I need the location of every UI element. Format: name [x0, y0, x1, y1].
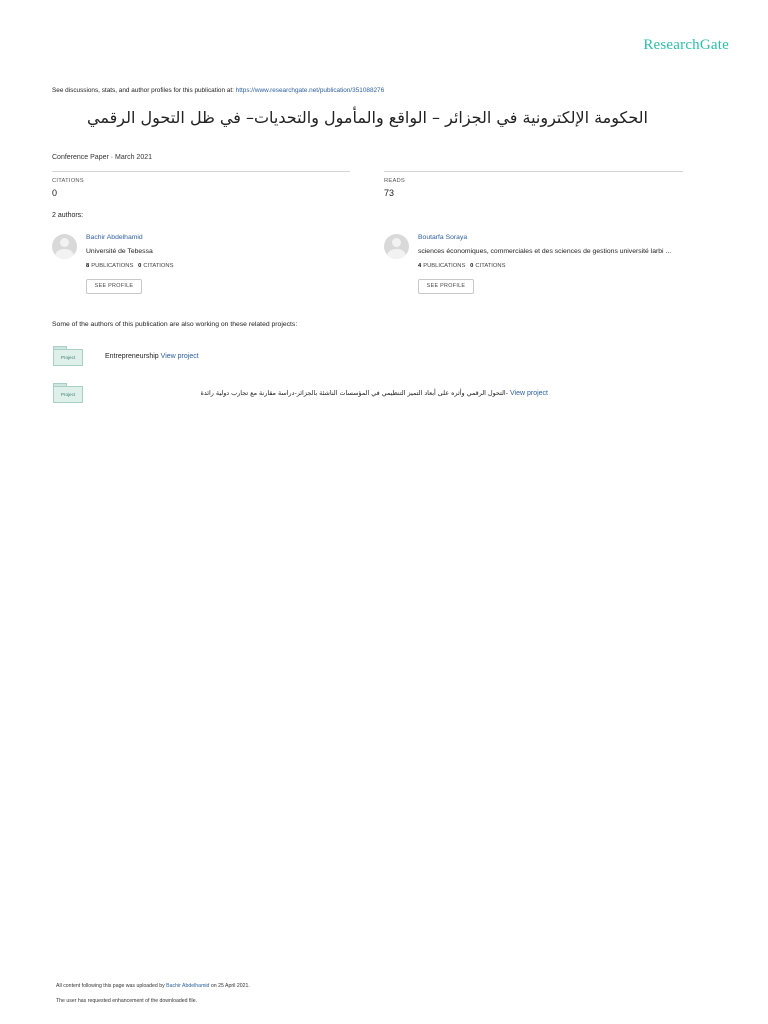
see-discussions-line	[52, 87, 384, 94]
author-avatar[interactable]	[52, 234, 77, 259]
see-profile-button[interactable]: SEE PROFILE	[86, 279, 142, 294]
publications-count: 4	[418, 263, 422, 269]
author-citations-label: CITATIONS	[475, 263, 506, 269]
reads-label: READS	[384, 178, 405, 184]
project-icon-label: Project	[53, 386, 83, 403]
see-discussions-text: See discussions, stats, and author profiles for this publication at:	[52, 87, 236, 94]
author-citations-label: CITATIONS	[143, 263, 174, 269]
author-avatar[interactable]	[384, 234, 409, 259]
project-item	[105, 389, 548, 397]
project-item	[105, 353, 199, 360]
see-profile-button[interactable]: SEE PROFILE	[418, 279, 474, 294]
view-project-link[interactable]: View project	[160, 353, 199, 360]
project-folder-icon	[53, 383, 83, 403]
citations-count: 0	[52, 188, 58, 198]
author-citations-count: 0	[138, 263, 142, 269]
project-title: Entrepreneurship	[105, 353, 159, 360]
upload-note	[56, 983, 250, 989]
author-institution: Université de Tebessa	[86, 248, 153, 255]
reads-count: 73	[384, 188, 395, 198]
publication-url-link[interactable]: https://www.researchgate.net/publication/351088276	[235, 87, 385, 94]
related-projects-heading: Some of the authors of this publication are also working on these related projects:	[52, 321, 298, 328]
author-name-link[interactable]: Boutarfa Soraya	[418, 234, 468, 241]
author-name-link[interactable]: Bachir Abdelhamid	[86, 234, 143, 241]
publications-label: PUBLICATIONS	[91, 263, 134, 269]
publications-label: PUBLICATIONS	[423, 263, 466, 269]
citations-label: CITATIONS	[52, 178, 84, 184]
upload-suffix: on 25 April 2021.	[209, 983, 250, 989]
authors-heading: 2 authors:	[52, 212, 84, 219]
view-project-link[interactable]: View project	[509, 390, 548, 397]
author-stats	[86, 263, 173, 269]
author-stats	[418, 263, 505, 269]
publication-title: الحكومة الإلكترونية في الجزائر – الواقع والمأمول والتحديات– في ظل التحول الرقمي	[87, 108, 648, 127]
project-title: التحول الرقمي وأثره على أبعاد التميز التنظيمي في المؤسسات الناشئة بالجزائر-دراسة مقارنة مع تجارب دولية رائدة-	[200, 389, 509, 397]
author-institution: sciences économiques, commerciales et des sciences de gestions université larbi ...	[418, 248, 672, 255]
upload-prefix: All content following this page was uploaded by	[56, 983, 167, 989]
publication-type-date: Conference Paper · March 2021	[52, 154, 152, 161]
researchgate-logo[interactable]: ResearchGate	[643, 37, 729, 53]
project-folder-icon	[53, 346, 83, 366]
citations-divider	[52, 171, 350, 172]
enhancement-note: The user has requested enhancement of the downloaded file.	[56, 998, 198, 1004]
author-citations-count: 0	[470, 263, 474, 269]
uploader-link[interactable]: Bachir Abdelhamid	[166, 983, 210, 989]
publications-count: 8	[86, 263, 90, 269]
reads-divider	[384, 171, 683, 172]
project-icon-label: Project	[53, 349, 83, 366]
